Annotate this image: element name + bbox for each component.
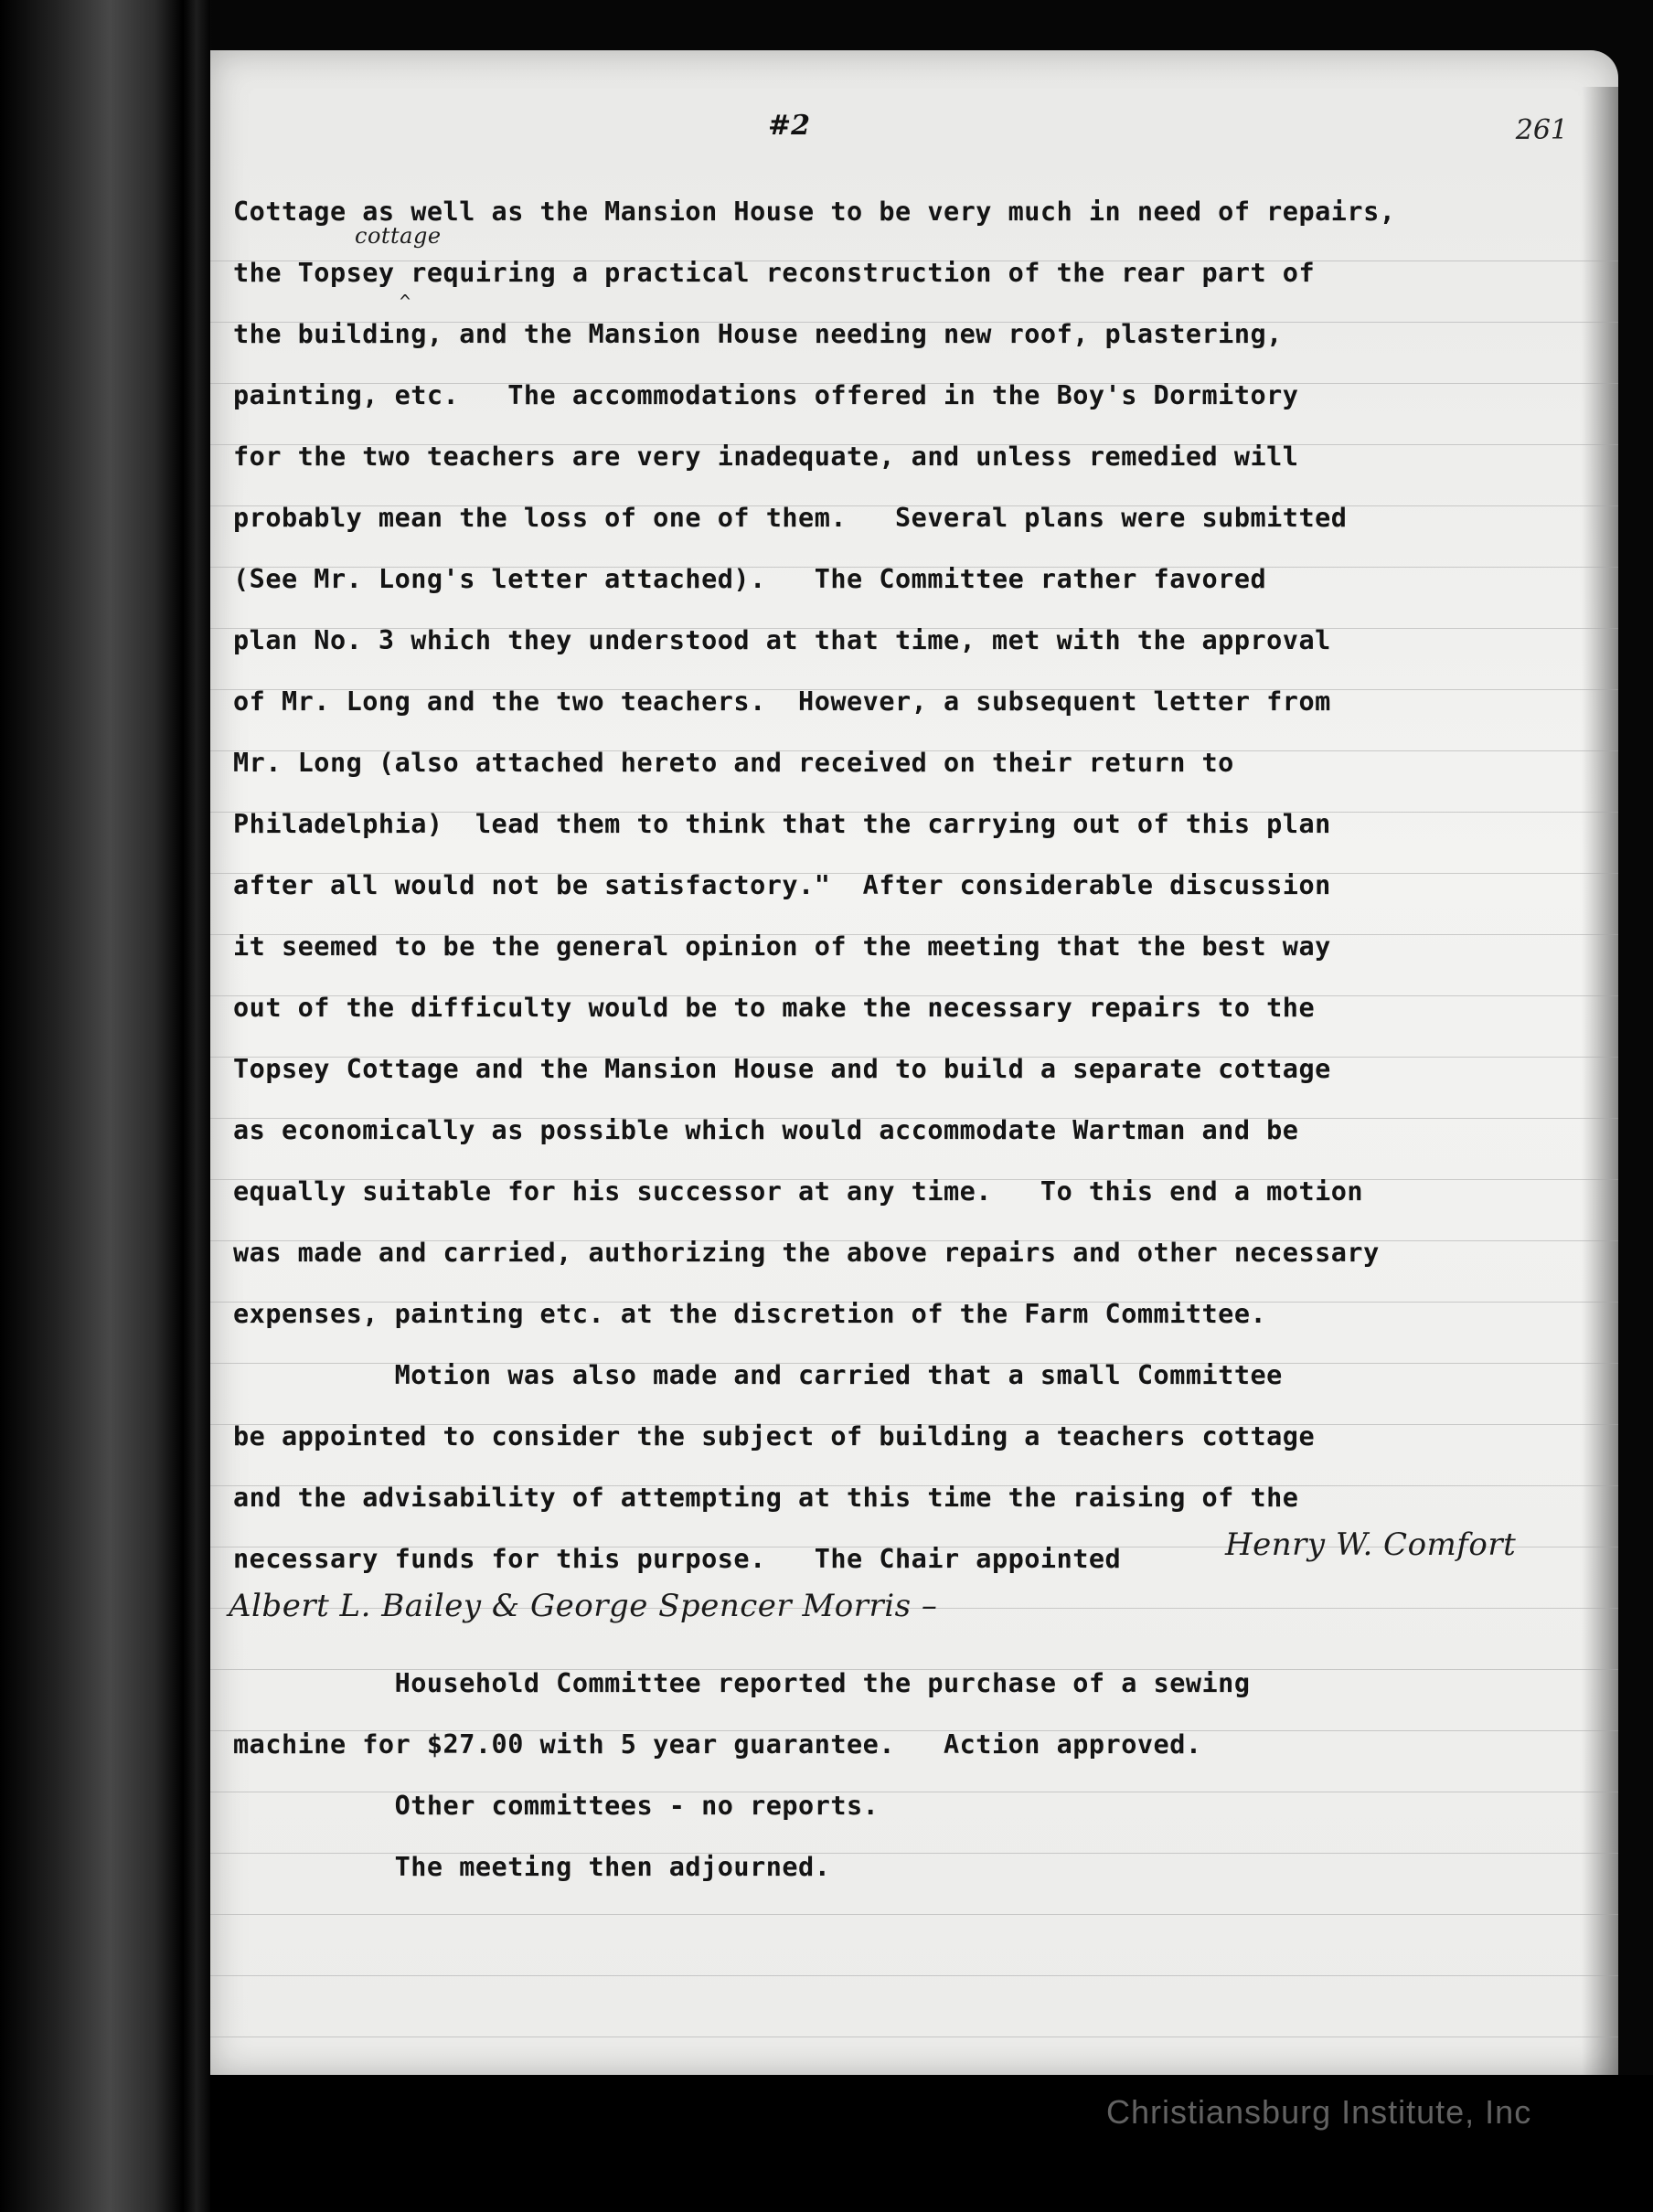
text-line: out of the difficulty would be to make the necessary repairs to the <box>233 993 1316 1023</box>
text-line: Household Committee reported the purchase of a sewing <box>233 1668 1251 1698</box>
handwritten-appointees: Albert L. Bailey & George Spencer Morris – <box>229 1588 938 1624</box>
page-number: #2 <box>768 110 811 142</box>
text-line: it seemed to be the general opinion of the meeting that the best way <box>233 931 1331 962</box>
text-line: and the advisability of attempting at this time the raising of the <box>233 1483 1299 1513</box>
document-page <box>210 50 1618 2075</box>
page-edge-shadow <box>1582 87 1618 2075</box>
text-line: Mr. Long (also attached hereto and received on their return to <box>233 748 1234 778</box>
adjacent-page-strip <box>0 0 210 2212</box>
text-line: Motion was also made and carried that a small Committee <box>233 1360 1283 1390</box>
text-line: equally suitable for his successor at any time. To this end a motion <box>233 1176 1364 1207</box>
text-line: Cottage as well as the Mansion House to be very much in need of repairs, <box>233 197 1396 227</box>
text-line: of Mr. Long and the two teachers. However, a subsequent letter from <box>233 686 1331 717</box>
text-line: the Topsey requiring a practical reconstruction of the rear part of <box>233 258 1316 288</box>
folio-number: 261 <box>1515 114 1568 146</box>
text-line: the building, and the Mansion House needing new roof, plastering, <box>233 319 1283 349</box>
text-line: The meeting then adjourned. <box>233 1852 831 1882</box>
text-line: was made and carried, authorizing the above repairs and other necessary <box>233 1238 1380 1268</box>
text-line: as economically as possible which would accommodate Wartman and be <box>233 1115 1299 1145</box>
text-line: necessary funds for this purpose. The Chair appointed <box>233 1544 1122 1574</box>
text-line: expenses, painting etc. at the discretion of the Farm Committee. <box>233 1299 1267 1329</box>
text-line: be appointed to consider the subject of building a teachers cottage <box>233 1421 1316 1452</box>
text-line: after all would not be satisfactory." After considerable discussion <box>233 870 1331 900</box>
text-line: probably mean the loss of one of them. Several plans were submitted <box>233 503 1348 533</box>
insertion-caret: ^ <box>400 291 411 313</box>
text-line: machine for $27.00 with 5 year guarantee. Action approved. <box>233 1729 1202 1760</box>
text-line: Philadelphia) lead them to think that the carrying out of this plan <box>233 809 1331 839</box>
ledger-rule <box>210 1914 1618 1915</box>
text-line: (See Mr. Long's letter attached). The Committee rather favored <box>233 564 1267 594</box>
text-line: for the two teachers are very inadequate, and unless remedied will <box>233 441 1299 472</box>
text-line: Topsey Cottage and the Mansion House and to build a separate cottage <box>233 1054 1331 1084</box>
text-line: Other committees - no reports. <box>233 1791 880 1821</box>
text-line: plan No. 3 which they understood at that time, met with the approval <box>233 625 1331 655</box>
handwritten-appointee: Henry W. Comfort <box>1225 1526 1517 1563</box>
ledger-rule <box>210 1975 1618 1976</box>
watermark: Christiansburg Institute, Inc <box>1106 2093 1532 2131</box>
handwritten-insert: cottage <box>355 223 442 249</box>
text-line: painting, etc. The accommodations offered in the Boy's Dormitory <box>233 380 1299 410</box>
